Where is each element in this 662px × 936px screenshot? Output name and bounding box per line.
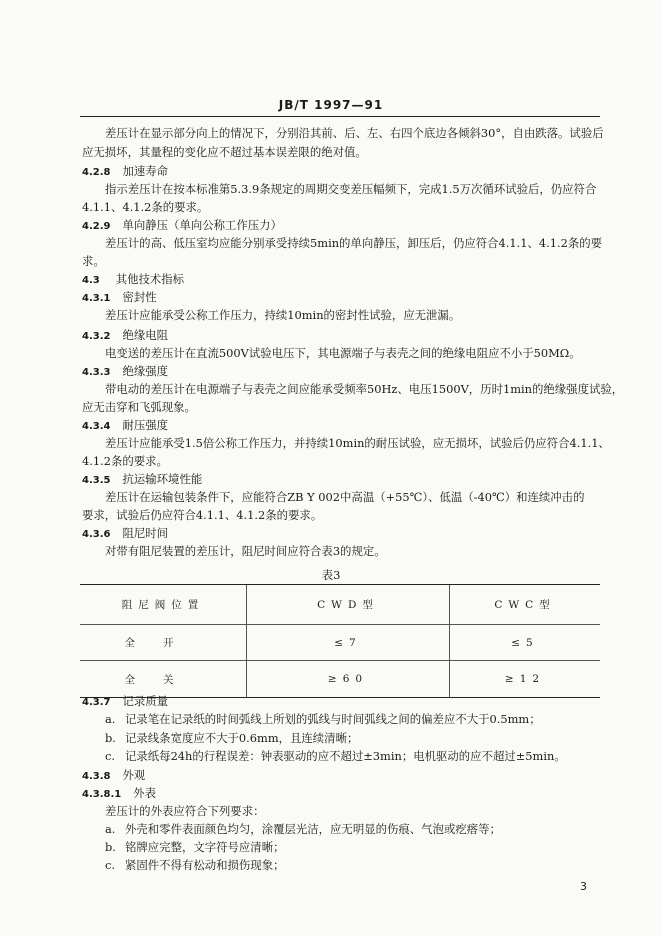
section-title: 其他技术指标 [115,272,185,286]
section-heading-4-3-7 [82,694,168,710]
list-label: c. [105,858,116,872]
table-cell: ≥12 [450,661,601,698]
section-heading-4-3-2 [82,328,168,344]
table-header-cell: CWD型 [247,585,450,625]
list-item [105,712,541,726]
section-number: 4.3.7 [82,697,111,708]
section-number: 4.2.9 [82,221,111,232]
body-line: 带电动的差压计在电源端子与表壳之间应能承受频率50Hz、电压1500V，历时1min的绝缘强度试验， [105,382,624,396]
list-text: 记录笔在记录纸的时间弧线上所划的弧线与时间弧线之间的偏差应不大于0.5mm； [125,712,541,726]
section-heading-4-3-8 [82,768,145,784]
table-header-row [80,585,600,625]
section-heading-4-3 [82,272,184,288]
section-heading-4-3-5 [82,472,202,488]
body-line: 差压计的高、低压室均应能分别承受持续5min的单向静压，卸压后，仍应符合4.1.1、4.1.2条的要 [105,236,603,250]
list-label: a. [105,712,116,726]
body-line: 差压计应能承受1.5倍公称工作压力，并持续10min的耐压试验，应无损坏，试验后仍应符合4.1.1、 [105,436,610,450]
section-heading-4-3-8-1 [82,786,156,802]
section-number: 4.2.8 [82,167,111,178]
section-number: 4.3.8 [82,771,111,782]
page-number: 3 [580,880,587,893]
list-text: 记录纸每24h的行程误差：钟表驱动的应不超过±3min；电机驱动的应不超过±5min。 [125,749,566,763]
section-title: 单向静压（单向公称工作压力） [122,218,282,232]
table-header-cell: 阻尼阀位置 [80,585,247,625]
section-number: 4.3.3 [82,367,111,378]
body-line: 差压计在运输包装条件下，应能符合ZB Y 002中高温（+55℃）、低温（-40℃）和连续冲击的 [105,490,585,504]
section-number: 4.3 [82,275,100,286]
list-item [105,731,358,745]
body-line: 差压计的外表应符合下列要求： [105,804,265,818]
list-text: 记录线条宽度应不大于0.6mm，且连续清晰； [125,731,359,745]
damping-time-table [80,584,600,698]
list-item [105,822,501,836]
list-text: 紧固件不得有松动和损伤现象； [125,858,285,872]
section-number: 4.3.6 [82,529,111,540]
header-rule [80,116,600,117]
list-item [105,840,284,854]
list-text: 铭牌应完整，文字符号应清晰； [125,840,285,854]
table-cell: ≥60 [247,661,450,698]
section-number: 4.3.1 [82,293,111,304]
body-line: 应无击穿和飞弧现象。 [82,400,196,414]
section-title: 外表 [133,786,157,800]
list-label: c. [105,749,116,763]
document-header: JB/T 1997—91 [278,98,384,112]
section-title: 加速寿命 [122,164,169,178]
table-cell: 全开 [80,625,247,661]
table-cell: ≤5 [450,625,601,661]
section-title: 耐压强度 [122,418,169,432]
section-number: 4.3.4 [82,421,111,432]
list-item [105,858,284,872]
body-line: 应无损坏，其量程的变化应不超过基本误差限的绝对值。 [82,145,367,159]
table-header-cell: CWC型 [450,585,601,625]
section-heading-4-3-6 [82,526,168,542]
section-title: 外观 [122,768,146,782]
section-title: 绝缘强度 [122,364,169,378]
table-row [80,661,600,698]
body-line: 差压计在显示部分向上的情况下，分别沿其前、后、左、右四个底边各倾斜30°，自由跌落。试验后 [105,126,604,140]
section-title: 记录质量 [122,694,169,708]
list-text: 外壳和零件表面颜色均匀，涂覆层光洁，应无明显的伤痕、气泡或疙瘩等； [125,822,501,836]
section-heading-4-2-9 [82,218,282,234]
section-title: 绝缘电阻 [122,328,169,342]
body-line: 对带有阻尼装置的差压计，阻尼时间应符合表3的规定。 [105,544,386,558]
section-heading-4-2-8 [82,164,168,180]
body-line: 4.1.2条的要求。 [82,454,168,468]
section-heading-4-3-1 [82,290,157,306]
table-caption: 表3 [321,568,341,582]
list-label: b. [105,731,116,745]
section-number: 4.3.5 [82,475,111,486]
table-cell: ≤7 [247,625,450,661]
body-line: 4.1.1、4.1.2条的要求。 [82,200,209,214]
section-heading-4-3-4 [82,418,168,434]
section-number: 4.3.2 [82,331,111,342]
list-label: a. [105,822,116,836]
body-line: 要求，试验后仍应符合4.1.1、4.1.2条的要求。 [82,508,323,522]
table-row [80,625,600,661]
section-number: 4.3.8.1 [82,789,122,800]
body-line: 求。 [82,254,105,268]
table-cell: 全关 [80,661,247,698]
section-heading-4-3-3 [82,364,168,380]
section-title: 阻尼时间 [122,526,169,540]
list-item [105,749,566,763]
body-line: 差压计应能承受公称工作压力，持续10min的密封性试验，应无泄漏。 [105,308,461,322]
section-title: 抗运输环境性能 [122,472,203,486]
body-line: 指示差压计在按本标准第5.3.9条规定的周期交变差压幅频下，完成1.5万次循环试验后，仍应符合 [105,182,597,196]
body-line: 电变送的差压计在直流500V试验电压下，其电源端子与表壳之间的绝缘电阻应不小于50MΩ。 [105,346,581,360]
list-label: b. [105,840,116,854]
section-title: 密封性 [122,290,157,304]
